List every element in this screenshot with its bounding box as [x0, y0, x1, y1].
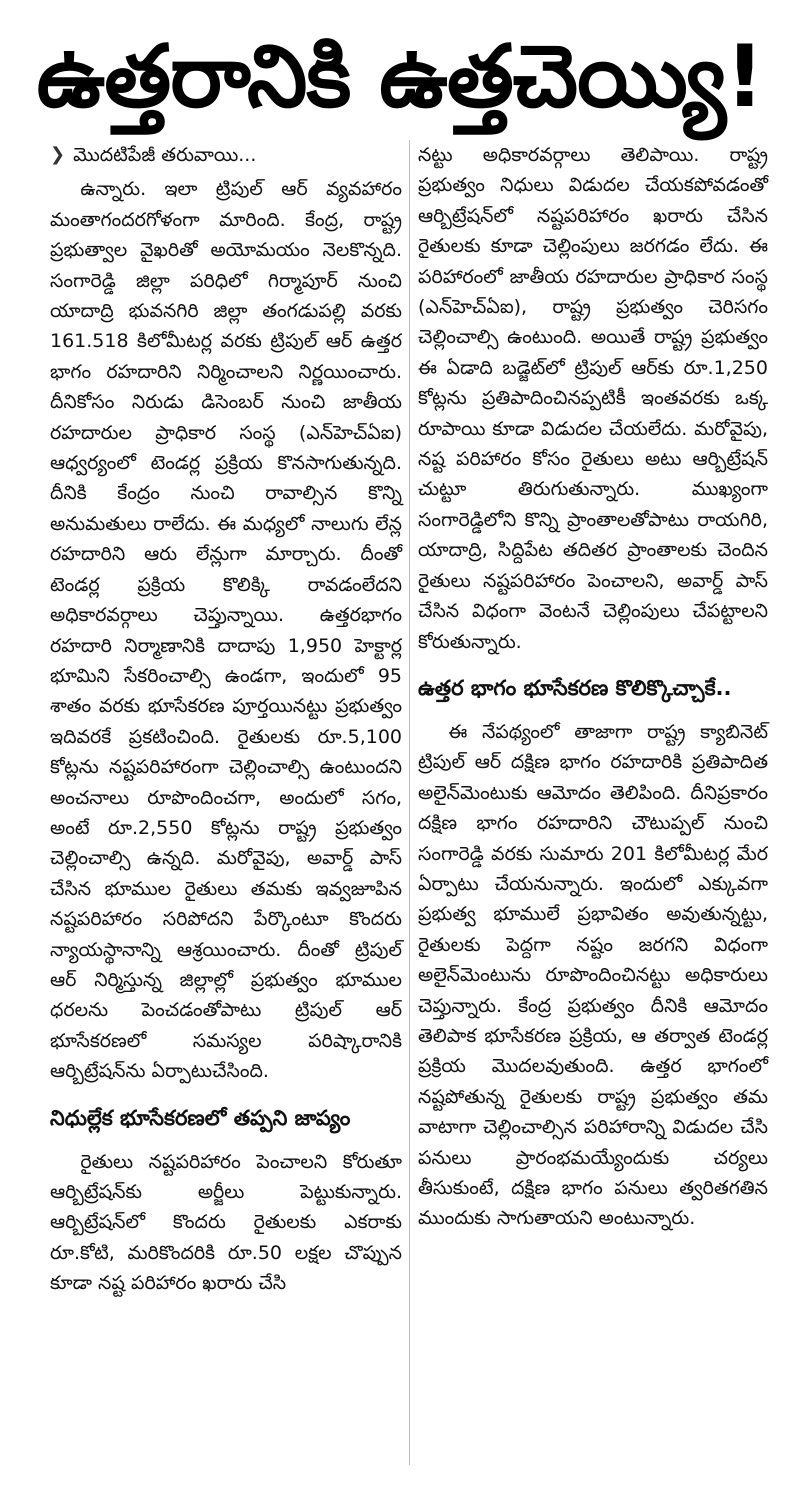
right-paragraph-1: నట్టు అధికారవర్గాలు తెలిపాయి. రాష్ట్ర ప్రభుత్వం నిధులు విడుదల చేయకపోవడంతో ఆర్బిట్రేషన్‌లో నష్టపరిహారం ఖరారు చేసిన రైతులకు కూడా చెల్లింపులు జరగడం లేదు. ఈ పరిహారంలో జాతీయ రహదారుల ప్రాధికార సంస్థ (ఎన్‌హెచ్ఏఐ), రాష్ట్ర ప్రభుత్వం చెరిసగం చెల్లించాల్సి ఉంటుంది. అయితే రాష్ట్ర ప్రభుత్వం ఈ ఏడాది బడ్జెట్‌లో ట్రిపుల్ ఆర్‌కు రూ.1,250 కోట్లను ప్రతిపాదించినప్పటికీ ఇంతవరకు ఒక్క రూపాయి కూడా విడుదల చేయలేదు. మరోవైపు, నష్ట పరిహారం కోసం రైతులు అటు ఆర్బిట్రేషన్ చుట్టూ తిరుగుతున్నారు. ముఖ్యంగా సంగారెడ్డిలోని కొన్ని ప్రాంతాలతోపాటు రాయగిరి, యాదాద్రి, సిద్దిపేట తదితర ప్రాంతాలకు చెందిన రైతులు నష్టపరిహారం పెంచాలని, అవార్డ్ పాస్ చేసిన విధంగా వెంటనే చెల్లింపులు చేపట్టాలని కోరుతున్నారు. [418, 144, 768, 653]
left-paragraph-2: రైతులు నష్టపరిహారం పెంచాలని కోరుతూ ఆర్బిట్రేషన్‌కు అర్జీలు పెట్టుకున్నారు. ఆర్బిట్రేషన్‌లో కొందరు రైతులకు ఎకరాకు రూ.కోటి, మరికొందరికి రూ.50 లక్షల చొప్పున కూడా నష్ట పరిహారం ఖరారు చేసి [50, 1150, 402, 1295]
left-column [50, 140, 402, 1299]
left-paragraph-1: ఉన్నారు. ఇలా ట్రిపుల్ ఆర్ వ్యవహారం మంతాగందరగోళంగా మారింది. కేంద్ర, రాష్ట్ర ప్రభుత్వాల వైఖరితో అయోమయం నెలకొన్నది. సంగారెడ్డి జిల్లా పరిధిలో గిర్మాపూర్ నుంచి యాదాద్రి భువనగిరి జిల్లా తంగడుపల్లి వరకు 161.518 కిలోమీటర్ల వరకు ట్రిపుల్ ఆర్ ఉత్తర భాగం రహదారిని నిర్మించాలని నిర్ణయించారు. దీనికోసం నిరుడు డిసెంబర్ నుంచి జాతీయ రహదారుల ప్రాధికార సంస్థ (ఎన్‌హెచ్ఏఐ) ఆధ్వర్యంలో టెండర్ల ప్రక్రియ కొనసాగుతున్నది. దీనికి కేంద్రం నుంచి రావాల్సిన కొన్ని అనుమతులు రాలేదు. ఈ మధ్యలో నాలుగు లేన్ల రహదారిని ఆరు లేన్లుగా మార్చారు. దీంతో టెండర్ల ప్రక్రియ కొలిక్కి రావడంలేదని అధికారవర్గాలు చెప్తున్నాయి. ఉత్తరభాగం రహదారి నిర్మాణానికి దాదాపు 1,950 హెక్టార్ల భూమిని సేకరించాల్సి ఉండగా, ఇందులో 95 శాతం వరకు భూసేకరణ పూర్తయినట్టు ప్రభుత్వం ఇదివరకే ప్రకటించింది. రైతులకు రూ.5,100 కోట్లను నష్టపరిహారంగా చెల్లించాల్సి ఉంటుందని అంచనాలు రూపొందించగా, అందులో సగం, అంటే రూ.2,550 కోట్లను రాష్ట్ర ప్రభుత్వం చెల్లించాల్సి ఉన్నది. మరోవైపు, అవార్డ్ పాస్ చేసిన భూముల రైతులు తమకు ఇవ్వజూపిన నష్టపరిహారం సరిపోదని పేర్కొంటూ కొందరు న్యాయస్థానాన్ని ఆశ్రయించారు. దీంతో ట్రిపుల్ ఆర్ నిర్మిస్తున్న జిల్లాల్లో ప్రభుత్వం భూముల ధరలను పెంచడంతోపాటు ట్రిపుల్ ఆర్ భూసేకరణలో సమస్యల పరిష్కారానికి ఆర్బిట్రేషన్‌ను ఏర్పాటుచేసింది. [50, 178, 402, 1083]
kicker-text: మొదటిపేజీ తరువాయి... [73, 144, 257, 166]
headline: ఉత్తరానికి ఉత్తచెయ్యి! [36, 27, 764, 127]
left-subheading: నిధుల్లేక భూసేకరణలో తప్పని జాప్యం [50, 1105, 351, 1130]
chevron-right-icon: ❯ [50, 144, 66, 165]
column-divider [409, 140, 410, 1465]
right-paragraph-2: ఈ నేపథ్యంలో తాజాగా రాష్ట్ర క్యాబినెట్ ట్రిపుల్ ఆర్ దక్షిణ భాగం రహదారికి ప్రతిపాదిత అలైన్‌మెంటుకు ఆమోదం తెలిపింది. దీనిప్రకారం దక్షిణ భాగం రహదారిని చౌటుప్పల్ నుంచి సంగారెడ్డి వరకు సుమారు 201 కిలోమీటర్ల మేర ఏర్పాటు చేయనున్నారు. ఇందులో ఎక్కువగా ప్రభుత్వ భూములే ప్రభావితం అవుతున్నట్టు, రైతులకు పెద్దగా నష్టం జరగని విధంగా అలైన్‌మెంటును రూపొందించినట్టు అధికారులు చెప్తున్నారు. కేంద్ర ప్రభుత్వం దీనికి ఆమోదం తెలిపాక భూసేకరణ ప్రక్రియ, ఆ తర్వాత టెండర్ల ప్రక్రియ మొదలవుతుంది. ఉత్తర భాగంలో నష్టపోతున్న రైతులకు రాష్ట్ర ప్రభుత్వం తమ వాటాగా చెల్లించాల్సిన పరిహారాన్ని విడుదల చేసి పనులు ప్రారంభమయ్యేందుకు చర్యలు తీసుకుంటే, దక్షిణ భాగం పనులు త్వరితగతిన ముందుకు సాగుతాయని అంటున్నారు. [418, 720, 768, 1230]
continuation-kicker [50, 140, 402, 170]
right-column [418, 140, 768, 1234]
right-subheading: ఉత్తర భాగం భూసేకరణ కొలిక్కొచ్చాకే.. [418, 675, 732, 700]
